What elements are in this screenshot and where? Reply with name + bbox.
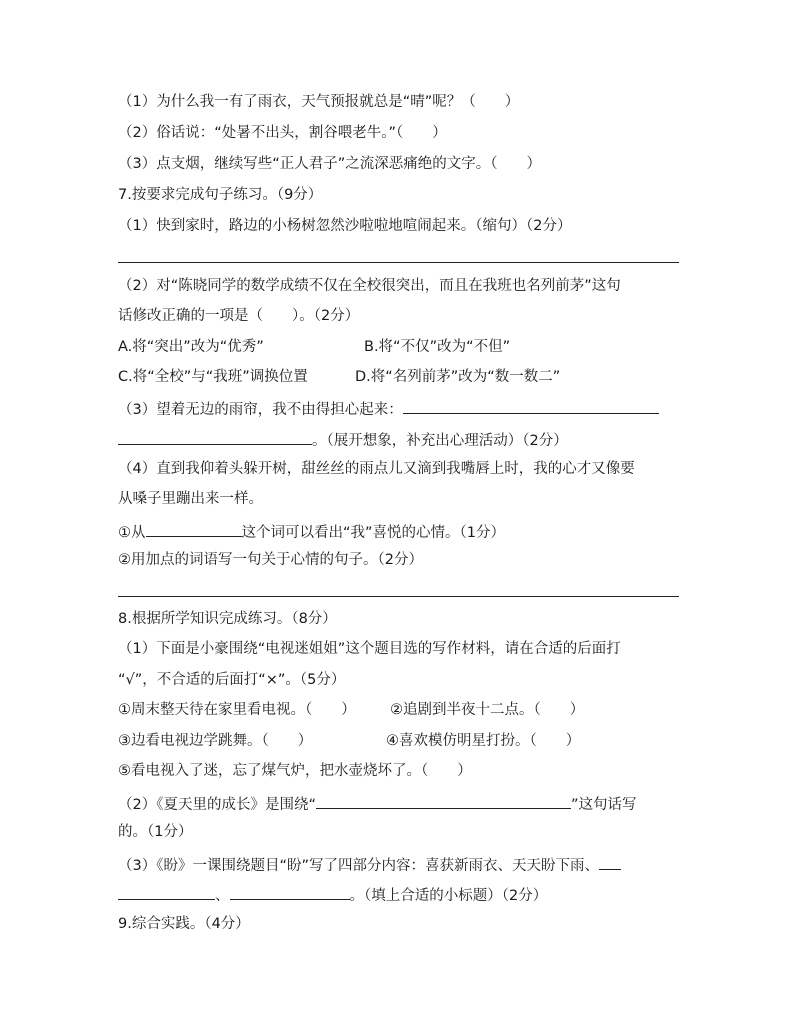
q7-sub4-a-pre: ①从 xyxy=(118,525,146,541)
q7-options-row1 xyxy=(118,337,680,357)
q8-title: 8.根据所学知识完成练习。（8分） xyxy=(118,611,337,627)
q7-sub4-a-blank[interactable] xyxy=(146,520,242,537)
q6-item-1: （1）为什么我一有了雨衣，天气预报就总是“晴”呢？（ ） xyxy=(118,94,520,110)
q7-sub1: （1）快到家时，路边的小杨树忽然沙啦啦地喧闹起来。（缩句）（2分） xyxy=(118,218,572,234)
q7-sub4-a xyxy=(118,520,680,543)
q7-option-a: A.将“突出”改为“优秀” xyxy=(118,339,264,355)
q8-sub2-pre: （2）《夏天里的成长》是围绕“ xyxy=(118,797,316,813)
q8-item-3: ③边看电视边学跳舞。（ ） xyxy=(118,733,313,749)
q8-sub3-separator: 、 xyxy=(215,888,230,904)
q8-item-5-row xyxy=(118,761,680,781)
q7-title: 7.按要求完成句子练习。（9分） xyxy=(118,187,323,203)
q8-item-4: ④喜欢模仿明星打扮。（ ） xyxy=(386,733,581,749)
q7-sub2-line1: （2）对“陈晓同学的数学成绩不仅在全校很突出，而且在我班也名列前茅”这句 xyxy=(118,278,621,294)
q7-sub3-instruction: 。（展开想象，补充出心理活动）（2分） xyxy=(312,433,568,449)
q8-sub2-line2: 的。（1分） xyxy=(118,824,193,840)
q7-sub3-prompt: （3）望着无边的雨帘，我不由得担心起来： xyxy=(118,402,403,418)
q8-sub3-blank-1[interactable] xyxy=(599,853,621,870)
q8-items-row1 xyxy=(118,700,680,720)
q6-item-2: （2）俗话说：“处暑不出头，割谷喂老牛。”（ ） xyxy=(118,125,447,141)
q8-sub3-instruction: 。（填上合适的小标题）（2分） xyxy=(349,888,548,904)
q8-sub3-blank-1-cont[interactable] xyxy=(118,883,215,900)
q7-option-b: B.将“不仅”改为“不但” xyxy=(364,339,511,355)
q8-sub2-line1 xyxy=(118,792,680,815)
q7-sub2-line2: 话修改正确的一项是（ ）。（2分） xyxy=(118,308,360,324)
q7-sub4-a-post: 这个词可以看出“我”喜悦的心情。（1分） xyxy=(241,525,505,541)
q8-sub1-line2: “√”，不合适的后面打“×”。（5分） xyxy=(118,672,346,688)
q7-sub3-blank-2[interactable] xyxy=(118,428,312,445)
q7-sub4-line1: （4）直到我仰着头躲开树，甜丝丝的雨点儿又滴到我嘴唇上时，我的心才又像要 xyxy=(118,461,635,477)
q7-sub1-answer-line[interactable] xyxy=(118,262,679,263)
q7-options-row2 xyxy=(118,367,680,387)
q7-sub3-line1 xyxy=(118,397,680,420)
q8-item-5: ⑤看电视入了迷，忘了煤气炉，把水壶烧坏了。（ ） xyxy=(118,763,472,779)
q8-items-row2 xyxy=(118,731,680,751)
q7-option-c: C.将“全校”与“我班”调换位置 xyxy=(118,369,308,385)
q8-sub3-blank-2[interactable] xyxy=(230,883,350,900)
q7-sub3-blank-1[interactable] xyxy=(403,397,659,414)
q7-sub4-line2: 从嗓子里蹦出来一样。 xyxy=(118,491,263,507)
q8-sub3-line2 xyxy=(118,883,680,906)
q7-sub4-b: ②用加点的词语写一句关于心情的句子。（2分） xyxy=(118,552,423,568)
q8-item-2: ②追剧到半夜十二点。（ ） xyxy=(390,702,585,718)
q8-sub2-blank[interactable] xyxy=(316,792,571,809)
q8-sub3-line1 xyxy=(118,853,680,876)
q7-option-d: D.将“名列前茅”改为“数一数二” xyxy=(355,369,561,385)
q7-sub3-line2 xyxy=(118,428,680,451)
q8-sub1-line1: （1）下面是小豪围绕“电视迷姐姐”这个题目选的写作材料，请在合适的后面打 xyxy=(118,641,621,657)
q9-title: 9.综合实践。（4分） xyxy=(118,916,250,932)
q8-sub3-text: （3）《盼》一课围绕题目“盼”写了四部分内容：喜获新雨衣、天天盼下雨、 xyxy=(118,858,599,874)
q6-item-3: （3）点支烟，继续写些“正人君子”之流深恶痛绝的文字。（ ） xyxy=(118,156,541,172)
q8-item-1: ①周末整天待在家里看电视。（ ） xyxy=(118,702,356,718)
q8-sub2-post: ”这句话写 xyxy=(571,797,637,813)
q7-sub4-b-answer-line[interactable] xyxy=(118,596,679,597)
